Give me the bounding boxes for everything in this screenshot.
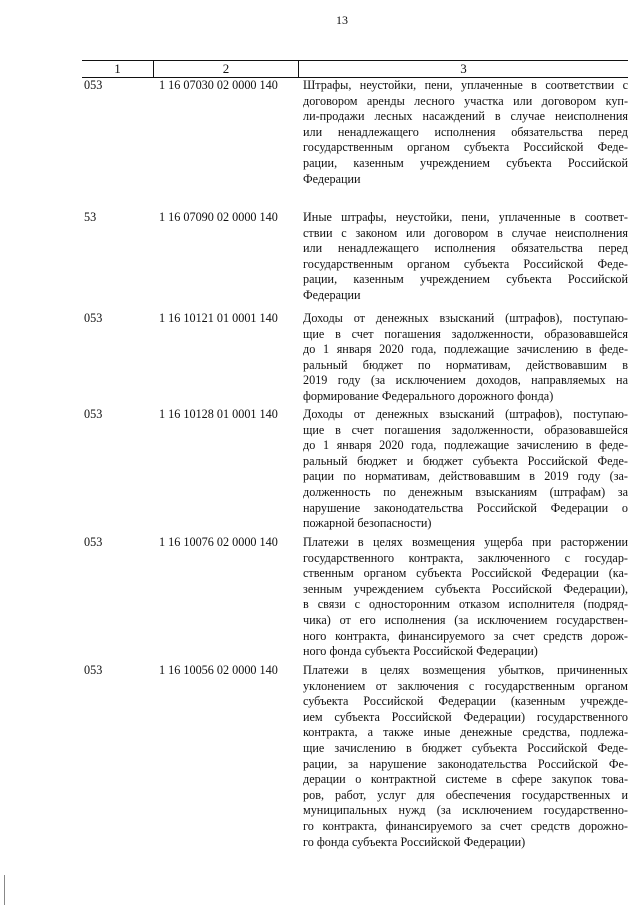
description-line: Штрафы, неустойки, пени, уплаченные в соответствии с xyxy=(303,78,628,92)
description-line: до 1 января 2020 года, подлежащие зачислению в федe- xyxy=(303,342,628,357)
description-line: чика) от его исполнения (за исключением государствен- xyxy=(303,612,628,627)
description-line: щие зачислению в бюджет субъекта Российской Феде- xyxy=(303,740,628,755)
description-line: го фонда субъекта Российской Федерации) xyxy=(303,834,526,849)
description-line: ров, работ, услуг для обеспечения государственных и xyxy=(303,787,628,802)
description-line: или ненадлежащего исполнения обязательства перед xyxy=(303,241,628,256)
description-line: ного фонда субъекта Российской Федерации) xyxy=(303,644,538,659)
scan-edge-mark xyxy=(4,875,5,905)
description-cell xyxy=(299,210,628,304)
description-line: ствии с законом или договором в случае неисполнения xyxy=(303,225,628,240)
admin-code-cell: 53 xyxy=(84,210,97,224)
admin-code-cell: 053 xyxy=(84,535,103,549)
description-cell xyxy=(299,78,628,187)
admin-code-cell: 053 xyxy=(84,311,103,325)
table-row xyxy=(82,663,628,850)
column-header-1: 1 xyxy=(82,61,154,77)
description-line: ного контракта, финансируемого за счет средств дорож- xyxy=(303,628,628,643)
kbk-code-cell: 1 16 10056 02 0000 140 xyxy=(159,663,278,677)
table-row xyxy=(82,535,628,660)
column-header-3: 3 xyxy=(460,61,467,76)
description-line: Платежи в целях возмещения ущерба при расторжении xyxy=(303,535,628,549)
description-line: пожарной безопасности) xyxy=(303,516,432,531)
description-cell xyxy=(299,663,628,850)
description-line: Иные штрафы, неустойки, пени, уплаченные в соответ- xyxy=(303,210,628,224)
description-line: Федерации xyxy=(303,171,361,186)
kbk-code-cell: 1 16 07030 02 0000 140 xyxy=(159,78,278,92)
kbk-code-cell: 1 16 10128 01 0001 140 xyxy=(159,407,278,421)
description-cell xyxy=(299,407,628,532)
kbk-code-cell: 1 16 10076 02 0000 140 xyxy=(159,535,278,549)
description-line: щие в счет погашения задолженности, образовавшейся xyxy=(303,326,628,341)
description-line: ием субъекта Российской Федерации) государственного xyxy=(303,709,628,724)
description-line: рации по нормативам, действовавшим в 2019 году (за- xyxy=(303,469,628,484)
description-line: уклонением от заключения с государственным органом xyxy=(303,678,628,693)
description-line: Федерации xyxy=(303,287,361,302)
description-line: до 1 января 2020 года, подлежащие зачислению в феде- xyxy=(303,438,628,453)
description-line: рации, казенным учреждением субъекта Российской xyxy=(303,155,628,170)
kbk-code-cell: 1 16 10121 01 0001 140 xyxy=(159,311,278,325)
description-line: дерации о контрактной системе в сфере закупок това- xyxy=(303,772,628,787)
column-header-2: 2 xyxy=(154,61,299,77)
description-line: долженность по денежным взысканиям (штрафам) за xyxy=(303,484,628,499)
description-line: государственным органом субъекта Российской Феде- xyxy=(303,140,628,155)
description-line: рации, казенным учреждением субъекта Российской xyxy=(303,272,628,287)
description-cell xyxy=(299,535,628,660)
description-line: Платежи в целях возмещения убытков, причиненных xyxy=(303,663,628,677)
table-row xyxy=(82,407,628,532)
description-line: ральный бюджет по нормативам, действовавшим в xyxy=(303,357,628,372)
admin-code-cell: 053 xyxy=(84,663,103,677)
description-line: нарушение законодательства Российской Федерации о xyxy=(303,500,628,515)
description-line: Доходы от денежных взысканий (штрафов), поступаю- xyxy=(303,311,628,325)
description-line: ственным органом субъекта Российской Федерации (ка- xyxy=(303,566,628,581)
kbk-code-cell: 1 16 07090 02 0000 140 xyxy=(159,210,278,224)
table-row xyxy=(82,210,628,304)
revenue-codes-table xyxy=(82,60,628,849)
description-line: муниципальных нужд (за исключением государственно- xyxy=(303,803,628,818)
description-line: в связи с односторонним отказом исполнителя (подряд- xyxy=(303,597,628,612)
description-line: го контракта, финансируемого за счет средств дорожно- xyxy=(303,818,628,833)
description-line: 2019 году (за исключением доходов, направляемых на xyxy=(303,373,628,388)
admin-code-cell: 053 xyxy=(84,407,103,421)
description-line: государственным органом субъекта Российской Феде- xyxy=(303,256,628,271)
description-line: контракта, а также иные денежные средства, подлежа- xyxy=(303,725,628,740)
description-line: или ненадлежащего исполнения обязательства перед xyxy=(303,124,628,139)
description-cell xyxy=(299,311,628,405)
description-line: государственного контракта, заключенного с государ- xyxy=(303,550,628,565)
description-line: договором аренды лесного участка или договором куп- xyxy=(303,93,628,108)
table-row xyxy=(82,311,628,405)
admin-code-cell: 053 xyxy=(84,78,103,92)
page-number: 13 xyxy=(336,13,348,27)
description-line: субъекта Российской Федерации (казенным учрежде- xyxy=(303,694,628,709)
description-line: рации, за нарушение законодательства Российской Фе- xyxy=(303,756,628,771)
description-line: Доходы от денежных взысканий (штрафов), поступаю- xyxy=(303,407,628,421)
description-line: ли-продажи лесных насаждений в случае неисполнения xyxy=(303,109,628,124)
description-line: ральный бюджет и бюджет субъекта Российской Феде- xyxy=(303,453,628,468)
description-line: формирование Федерального дорожного фонда) xyxy=(303,388,554,403)
table-header-row xyxy=(82,60,628,78)
description-line: зенным учреждением субъекта Российской Федерации), xyxy=(303,581,628,596)
description-line: щие в счет погашения задолженности, образовавшейся xyxy=(303,422,628,437)
table-row xyxy=(82,78,628,187)
